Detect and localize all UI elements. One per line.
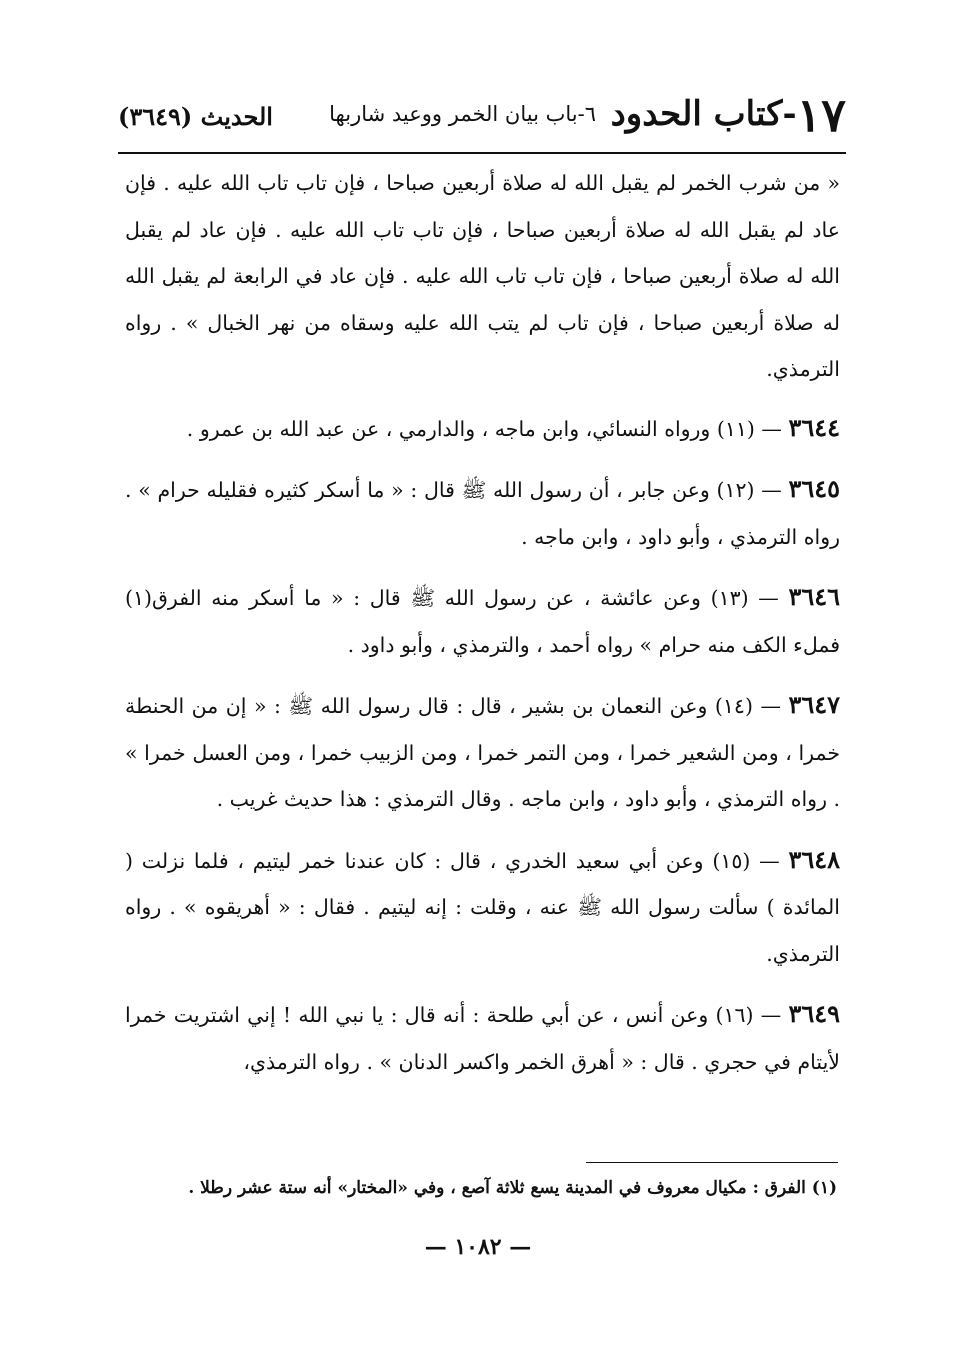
hadith-text: « من شرب الخمر لم يقبل الله له صلاة أربعين صباحا ، فإن تاب تاب الله عليه . فإن عاد لم يقبل الله له صلاة أربعين صباحا ، فإن تاب تاب الله عليه . فإن عاد لم يقبل الله له صلاة أربعين صباحا ، فإن تاب تاب الله عليه . فإن عاد في الرابعة لم يقبل الله له صلاة أربعين صباحا ، فإن تاب لم يتب الله عليه وسقاه من نهر الخبال » . رواه الترمذي. [125,171,840,381]
page-body [125,160,840,1099]
page-number: — ١٠٨٢ — [424,1234,532,1260]
hadith-number: ٣٦٤٧ [788,690,841,719]
hadith-range: الحديث (٣٦٤٩) [118,102,273,131]
hadith-text: — (١٢) وعن جابر ، أن رسول الله ﷺ قال : « ما أسكر كثيره فقليله حرام » . رواه الترمذي ، وأبو داود ، وابن ماجه . [125,478,840,549]
hadith-paragraph [125,991,840,1085]
running-header [118,88,846,150]
hadith-text: — (١١) ورواه النسائي، وابن ماجه ، والدارمي ، عن عبد الله بن عمرو . [186,416,782,441]
hadith-number: ٣٦٤٩ [788,999,840,1028]
hadith-number: ٣٦٤٤ [788,412,840,442]
hadith-paragraph [125,160,840,393]
hadith-text: — (١٥) وعن أبي سعيد الخدري ، قال : كان عندنا خمر ليتيم ، فلما نزلت ( المائدة ) سألت رسول الله ﷺ عنه ، وقلت : إنه ليتيم . فقال : « أهريقوه » . رواه الترمذي. [125,848,840,966]
chapter-title: ٦-باب بيان الخمر ووعيد شاربها [329,102,596,126]
hadith-number: ٣٦٤٥ [788,474,841,503]
hadith-number: ٣٦٤٦ [788,582,840,611]
hadith-paragraph [125,405,840,453]
footnote: (١) الفرق : مكيال معروف في المدينة يسع ثلاثة آصع ، وفي «المختار» أنه ستة عشر رطلا . [188,1178,837,1198]
header-rule [118,152,846,154]
footnote-rule [586,1162,838,1163]
hadith-paragraph [125,682,840,823]
book-title-text: -كتاب الحدود [610,94,797,134]
hadith-text: — (١٣) وعن عائشة ، عن رسول الله ﷺ قال : « ما أسكر منه الفرق(١) فملء الكف منه حرام » رواه أحمد ، والترمذي ، وأبو داود . [125,586,840,657]
book-number: ١٧ [796,88,846,142]
hadith-number: ٣٦٤٨ [788,844,840,874]
hadith-paragraph [125,837,840,978]
hadith-text: — (١٦) وعن أنس ، عن أبي طلحة : أنه قال : يا نبي الله ! إني اشتريت خمرا لأيتام في حجري . قال : « أهرق الخمر واكسر الدنان » . رواه الترمذي، [125,1003,840,1074]
book-title [610,88,846,142]
hadith-text: — (١٤) وعن النعمان بن بشير ، قال : قال رسول الله ﷺ : « إن من الحنطة خمرا ، ومن الشعير خمرا ، ومن التمر خمرا ، ومن الزبيب خمرا ، ومن العسل خمرا » . رواه الترمذي ، وأبو داود ، وابن ماجه . وقال الترمذي : هذا حديث غريب . [125,694,840,811]
hadith-paragraph [125,466,840,560]
hadith-paragraph [125,574,840,668]
